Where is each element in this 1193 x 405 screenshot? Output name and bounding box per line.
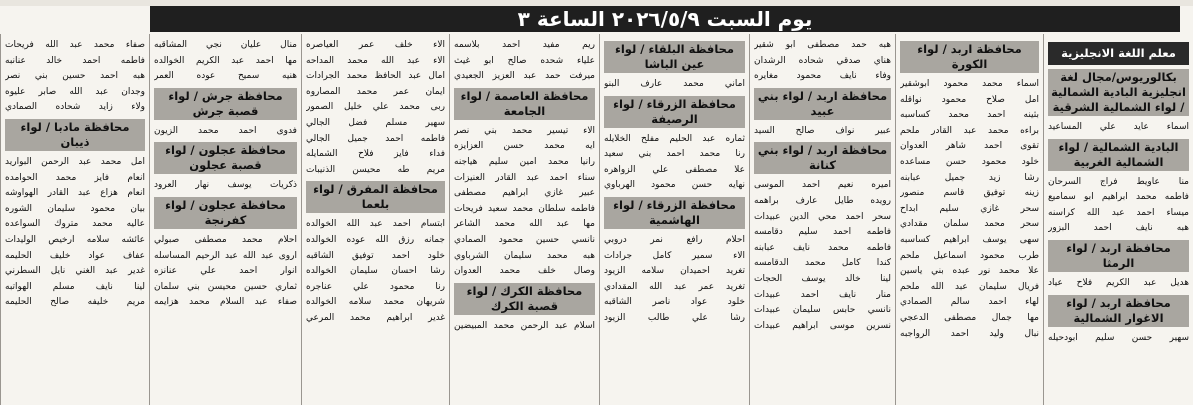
name-entry: امل محمد عبد الرحمن البواريد [5,156,145,167]
name-entry: فاطمه احمد جميل الجالي [306,133,445,144]
columns-container [0,34,1193,405]
name-entry: الاء خلف عمر العياصره [306,40,445,50]
column-1 [1043,34,1193,405]
name-entry: احلام رافع نمر دروبي [604,234,745,245]
name-entry: طرب محمود اسماعيل ملحم [900,250,1039,261]
district-heading: محافظة البلقاء / لواء عين الباشا [604,41,745,73]
district-heading: محافظة عجلون / لواء قصبة عجلون [154,142,297,174]
district-heading: محافظة مادبا / لواء ذيبان [5,119,145,151]
name-entry: منا عاويط فراج السرحان [1048,176,1189,187]
name-entry: سحر محمد سلمان مقدادي [900,219,1039,230]
name-entry: لينا نايف مسلم الهواتبه [5,281,145,292]
name-entry: عبير نواف صالح السيد [754,125,891,136]
name-entry: نهايه حسن محمود الهرباوي [604,180,745,191]
name-entry: اميره نعيم احمد الموسى [754,180,891,191]
name-entry: علا محمد نور عبده بني ياسين [900,266,1039,277]
name-entry: صفاء محمد عبد الله فريحات [5,40,145,50]
name-entry: لينا خالد يوسف الحجات [754,273,891,284]
name-entry: اسلام عبد الرحمن محمد المبيضين [454,320,595,331]
name-entry: لهاء احمد سالم الصمادي [900,297,1039,308]
name-entry: منار نايف احمد عبيدات [754,289,891,300]
name-entry: هنيه سميح عوده العمر [154,71,297,82]
name-entry: امل صلاح محمود نواقله [900,94,1039,105]
name-entry: نانسي حابس سليمان عبيدات [754,305,891,316]
name-entry: انعام فايز محمد الحوامده [5,172,145,183]
name-entry: ذكريات يوسف نهار العرود [154,180,297,191]
name-entry: عبير غازي ابراهيم مصطفى [454,188,595,199]
name-entry: سناء احمد عبد القادر العنيزات [454,172,595,183]
name-entry: هديل عبد الكريم فلاح عياد [1048,277,1189,288]
name-entry: عفاف عواد خليف الحليمه [5,250,145,261]
name-entry: انعام هزاع عبد القادر الهواوشه [5,188,145,199]
name-entry: رانيا محمد امين سليم هياجنه [454,156,595,167]
name-entry: فداء فايز فلاح الشمايله [306,149,445,160]
name-entry: فدوى احمد محمد الزيون [154,125,297,136]
name-entry: سهير مسلم فضل الجالي [306,117,445,128]
name-entry: تغريد عمر عبد الله المقدادي [604,281,745,292]
name-entry: هناي صدقي شحاده الرشدان [754,55,891,66]
name-entry: غدير ابراهيم محمد المرعي [306,312,445,323]
name-entry: علا مصطفى علي الزواهره [604,164,745,175]
district-heading: محافظة اربد / لواء الكورة [900,41,1039,73]
name-entry: ايه محمد حسن العزايزه [454,141,595,152]
name-entry: خلود عواد ناصر الشاقبه [604,297,745,308]
name-entry: ايمان عمر محمد المصاروه [306,86,445,97]
name-entry: شريهان محمد سلامه الخوالده [306,297,445,308]
name-entry: ثماري حسين محيسن بني سلمان [154,281,297,292]
date-banner [150,6,1180,32]
name-entry: زينه توفيق قاسم منصور [900,188,1039,199]
name-entry: انوار احمد علي عنانزه [154,266,297,277]
teacher-title-heading: معلم اللغة الانجليزية [1048,42,1189,65]
name-entry: هبه محمد سليمان الشرباوي [454,250,595,261]
name-entry: ربى محمد علي خليل الصمور [306,102,445,113]
name-entry: اروى عبد الله عبد الرحيم المساسله [154,250,297,261]
name-entry: عاليه محمد متروك السواعده [5,219,145,230]
name-entry: رويده طايل عارف براهمه [754,195,891,206]
name-entry: فاطمه احمد خالد عنانبه [5,55,145,66]
name-entry: رنا محمود علي عناجره [306,281,445,292]
name-entry: هبه احمد حسين بني نصر [5,71,145,82]
name-entry: مريم خليفه صالح الحليمه [5,297,145,308]
district-heading: محافظة الكرك / لواء قصبة الكرك [454,283,595,315]
name-entry: بثينه احمد محمد كساسبه [900,110,1039,121]
district-heading: محافظة العاصمة / لواء الجامعة [454,88,595,120]
name-entry: ابتسام احمد عبد الله الخوالده [306,219,445,230]
name-entry: علياء شحده صالح ابو غيث [454,55,595,66]
name-entry: نبال وليد احمد الرواجبه [900,328,1039,339]
column-7 [149,34,301,405]
name-entry: سهير حسن سليم ابودحيله [1048,332,1189,343]
name-entry: نانسي حسين محمود الصمادي [454,234,595,245]
name-entry: فاطمه سلطان محمد سعيد فريحات [454,203,595,214]
name-entry: الاء سمير كامل جرادات [604,250,745,261]
name-entry: ميساء احمد عبد الله كراسنه [1048,207,1189,218]
name-entry: غدير عبد الغني نايل السطرني [5,266,145,277]
column-4 [599,34,749,405]
district-heading: محافظة اربد / لواء بني عبيد [754,88,891,120]
name-entry: الاء تيسير محمد بني نصر [454,125,595,136]
district-heading: محافظة عجلون / لواء كفرنجة [154,197,297,229]
name-entry: براءه محمد عبد القادر ملحم [900,125,1039,136]
name-entry: تغريد احميدان سلامه الزيود [604,266,745,277]
district-heading: محافظة جرش / لواء قصبة جرش [154,88,297,120]
name-entry: وفاء نايف محمود مغايره [754,71,891,82]
name-entry: احلام محمد مصطفى صبولي [154,234,297,245]
name-entry: وجدان عبد الله صابر عليوه [5,86,145,97]
name-entry: رشا زيد جميل عبابنه [900,172,1039,183]
name-entry: مها احمد عبد الكريم الخوالده [154,55,297,66]
name-entry: مريم طه محيسن الذنيبات [306,164,445,175]
name-entry: ولاء زايد شحاده الصمادي [5,102,145,113]
banner-title: يوم السبت ٢٠٢٦/٥/٩ الساعة ٣ [517,7,813,31]
name-entry: خلود محمود حسن مساعده [900,156,1039,167]
name-entry: عائشه سلامه ارخيص الوليدات [5,234,145,245]
name-entry: سهى يوسف ابراهيم كساسبه [900,234,1039,245]
name-entry: هبه حمد مصطفى ابو شقير [754,40,891,50]
name-entry: سحر غازي سليم ابداح [900,203,1039,214]
name-entry: بيان محمود سليمان الشوره [5,203,145,214]
district-heading: محافظة المفرق / لواء بلعما [306,181,445,213]
name-entry: رشا علي طالب الزيود [604,312,745,323]
name-entry: رنا محمد احمد بني سعيد [604,149,745,160]
name-entry: ريم مفيد احمد بلاسمه [454,40,595,50]
district-heading: محافظة الزرقاء / لواء الهاشمية [604,197,745,229]
name-entry: اسماء عايد علي المساعيد [1048,122,1189,132]
name-entry: فاطمه محمد نايف عبابنه [754,242,891,253]
name-entry: وصال خلف محمد العدوان [454,266,595,277]
name-entry: خلود احمد توفيق الشاقبه [306,250,445,261]
name-entry: مها جمال مصطفى الدعجي [900,312,1039,323]
column-6 [301,34,449,405]
name-entry: ثماره عبد الحليم مفلح الخلايله [604,133,745,144]
name-entry: اماني محمد عارف البنو [604,79,745,89]
district-heading: البادية الشمالية / لواء الشمالية الغربية [1048,139,1189,171]
column-3 [749,34,895,405]
name-entry: الاء عبد الله محمد المداحه [306,55,445,66]
name-entry: تقوى احمد شاهر العدوان [900,141,1039,152]
name-entry: فريال سليمان عبد الله ملحم [900,281,1039,292]
district-heading: محافظة اربد / لواء الاغوار الشمالية [1048,295,1189,327]
name-entry: نسرين موسى ابراهيم عبيدات [754,320,891,331]
district-heading: محافظة اربد / لواء بني كنانة [754,142,891,174]
name-entry: مها عبد الله محمد الشاعر [454,219,595,230]
name-entry: منال عليان نجي المشاقبه [154,40,297,50]
district-heading: محافظة اربد / لواء الرمثا [1048,240,1189,272]
name-entry: امال عبد الحافظ محمد الجرادات [306,71,445,82]
name-entry: كندا كامل محمد الدقامسه [754,258,891,269]
column-8 [0,34,149,405]
column-2 [895,34,1043,405]
column-5 [449,34,599,405]
district-heading: بكالوريوس/مجال لغة انجليزية البادية الشمالية / لواء الشمالية الشرقية [1048,69,1189,116]
name-entry: فاطمه محمد ابراهيم ابو سماميع [1048,192,1189,203]
name-entry: فاطمه احمد سليم دقامسه [754,227,891,238]
name-entry: هبه نايف احمد البزور [1048,223,1189,234]
name-entry: صفاء عبد السلام محمد هزايمه [154,297,297,308]
name-entry: سحر احمد محي الدين عبيدات [754,211,891,222]
district-heading: محافظة الزرقاء / لواء الرصيفة [604,96,745,128]
name-entry: ميرفت حمد عبد العزيز الجعيدي [454,71,595,82]
name-entry: جمانه رزق الله عوده الخوالده [306,234,445,245]
name-entry: اسماء محمد محمود ابوشقير [900,79,1039,89]
name-entry: رشا احسان سليمان الخوالده [306,266,445,277]
